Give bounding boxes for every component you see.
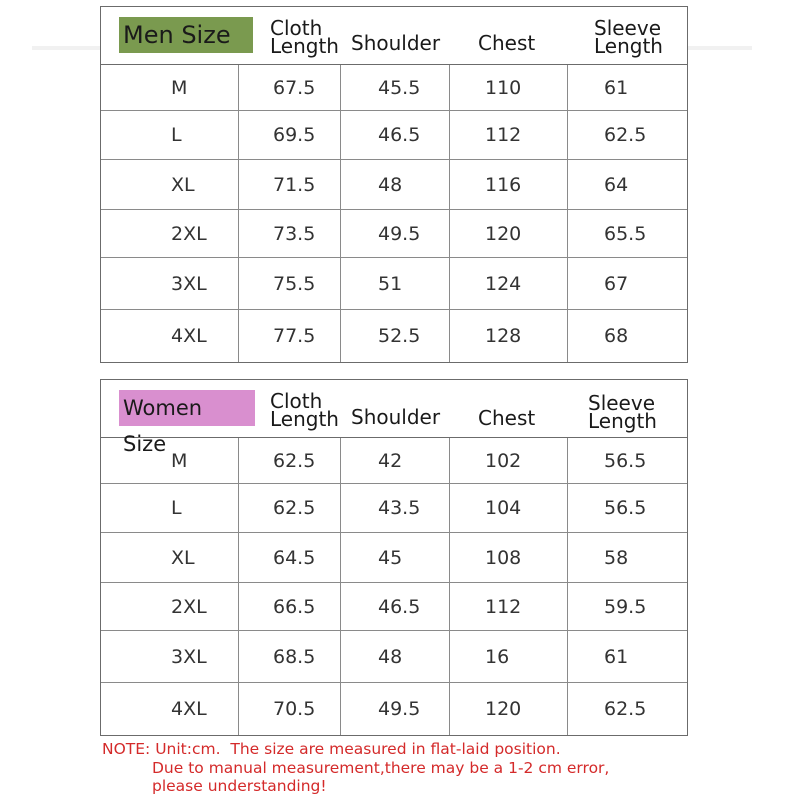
- women-cell-chest: 102: [485, 449, 522, 472]
- men-cell-size: M: [171, 76, 188, 99]
- table-row: [101, 65, 687, 111]
- note-line-error: Due to manual measurement,there may be a 1-2 cm error,: [152, 759, 610, 777]
- men-header-chest: Chest: [478, 31, 536, 55]
- women-cell-size: L: [171, 497, 182, 519]
- men-header-cloth-length: [270, 16, 339, 58]
- men-cell-shoulder: 46.5: [378, 124, 421, 146]
- women-cell-chest: 120: [485, 698, 522, 720]
- men-size-label: Men Size: [119, 17, 253, 53]
- women-cell-cloth-length: 70.5: [273, 698, 316, 720]
- table-row: [101, 310, 687, 362]
- men-cell-sleeve-length: 62.5: [604, 124, 647, 146]
- women-cell-cloth-length: 66.5: [273, 595, 316, 618]
- men-cell-chest: 120: [485, 222, 522, 245]
- men-header-cloth-line1: Cloth: [270, 16, 323, 40]
- men-cell-size: 3XL: [171, 272, 207, 295]
- women-cell-cloth-length: 62.5: [273, 497, 316, 519]
- note-line-unit: NOTE: Unit:cm. The size are measured in flat-laid position.: [102, 740, 561, 758]
- men-cell-cloth-length: 71.5: [273, 173, 316, 196]
- women-cell-sleeve-length: 61: [604, 645, 629, 668]
- women-cell-size: XL: [171, 546, 195, 569]
- women-cell-shoulder: 49.5: [378, 698, 421, 720]
- decorative-line-left: [32, 46, 100, 50]
- women-header-cloth-line1: Cloth: [270, 389, 323, 413]
- women-cell-shoulder: 45: [378, 546, 403, 569]
- women-header-chest: Chest: [478, 406, 536, 430]
- women-cell-sleeve-length: 56.5: [604, 497, 647, 519]
- women-cell-cloth-length: 64.5: [273, 546, 316, 569]
- men-cell-sleeve-length: 61: [604, 76, 629, 99]
- men-cell-cloth-length: 77.5: [273, 325, 316, 347]
- table-row: [101, 111, 687, 160]
- decorative-line-right: [688, 46, 752, 50]
- women-header-sleeve-line1: Sleeve: [588, 391, 656, 415]
- table-row: [101, 160, 687, 210]
- women-cell-shoulder: 43.5: [378, 497, 421, 519]
- men-cell-cloth-length: 67.5: [273, 76, 316, 99]
- men-cell-sleeve-length: 65.5: [604, 222, 647, 245]
- men-cell-sleeve-length: 67: [604, 272, 629, 295]
- table-row: [101, 258, 687, 310]
- women-size-label: Women Size: [119, 390, 255, 426]
- men-cell-cloth-length: 73.5: [273, 222, 316, 245]
- men-header-row: [101, 7, 687, 65]
- women-header-shoulder: Shoulder: [351, 405, 441, 429]
- women-header-sleeve-line2: Length: [588, 409, 657, 433]
- men-cell-chest: 124: [485, 272, 522, 295]
- men-header-sleeve-line2: Length: [594, 34, 663, 58]
- men-cell-size: XL: [171, 173, 195, 196]
- women-cell-chest: 112: [485, 595, 522, 618]
- women-cell-size: 4XL: [171, 698, 207, 720]
- women-cell-shoulder: 48: [378, 645, 403, 668]
- women-cell-size: 2XL: [171, 595, 207, 618]
- women-cell-sleeve-length: 59.5: [604, 595, 647, 618]
- men-cell-size: L: [171, 124, 182, 146]
- men-header-cloth-line2: Length: [270, 34, 339, 58]
- table-row: [101, 631, 687, 683]
- table-row: [101, 210, 687, 258]
- men-cell-cloth-length: 75.5: [273, 272, 316, 295]
- women-header-row: [101, 380, 687, 456]
- table-row: [101, 683, 687, 735]
- men-size-chart: [100, 6, 688, 363]
- men-cell-shoulder: 51: [378, 272, 403, 295]
- women-header-cloth-length: [270, 389, 339, 431]
- women-cell-shoulder: 46.5: [378, 595, 421, 618]
- women-header-cloth-line2: Length: [270, 407, 339, 431]
- men-cell-sleeve-length: 68: [604, 325, 629, 347]
- men-cell-shoulder: 49.5: [378, 222, 421, 245]
- men-cell-shoulder: 45.5: [378, 76, 421, 99]
- women-cell-cloth-length: 62.5: [273, 449, 316, 472]
- men-cell-sleeve-length: 64: [604, 173, 629, 196]
- women-cell-chest: 108: [485, 546, 522, 569]
- men-cell-size: 2XL: [171, 222, 207, 245]
- women-size-chart: [100, 379, 688, 736]
- men-cell-cloth-length: 69.5: [273, 124, 316, 146]
- women-cell-shoulder: 42: [378, 449, 403, 472]
- men-cell-shoulder: 48: [378, 173, 403, 196]
- note-line-thanks: please understanding!: [152, 777, 327, 795]
- men-header-sleeve-line1: Sleeve: [594, 16, 662, 40]
- men-cell-chest: 112: [485, 124, 522, 146]
- men-cell-size: 4XL: [171, 325, 207, 347]
- women-cell-size: 3XL: [171, 645, 207, 668]
- women-cell-sleeve-length: 62.5: [604, 698, 647, 720]
- men-cell-chest: 110: [485, 76, 522, 99]
- men-cell-chest: 128: [485, 325, 522, 347]
- table-row: [101, 484, 687, 533]
- men-header-sleeve-length: [594, 16, 663, 58]
- women-cell-chest: 16: [485, 645, 510, 668]
- table-row: [101, 533, 687, 583]
- men-cell-chest: 116: [485, 173, 522, 196]
- women-cell-sleeve-length: 58: [604, 546, 629, 569]
- women-cell-size: M: [171, 449, 188, 472]
- men-header-shoulder: Shoulder: [351, 31, 441, 55]
- women-cell-cloth-length: 68.5: [273, 645, 316, 668]
- women-cell-sleeve-length: 56.5: [604, 449, 647, 472]
- women-header-sleeve-length: [588, 391, 657, 433]
- table-row: [101, 583, 687, 631]
- women-cell-chest: 104: [485, 497, 522, 519]
- men-cell-shoulder: 52.5: [378, 325, 421, 347]
- table-row: [101, 438, 687, 484]
